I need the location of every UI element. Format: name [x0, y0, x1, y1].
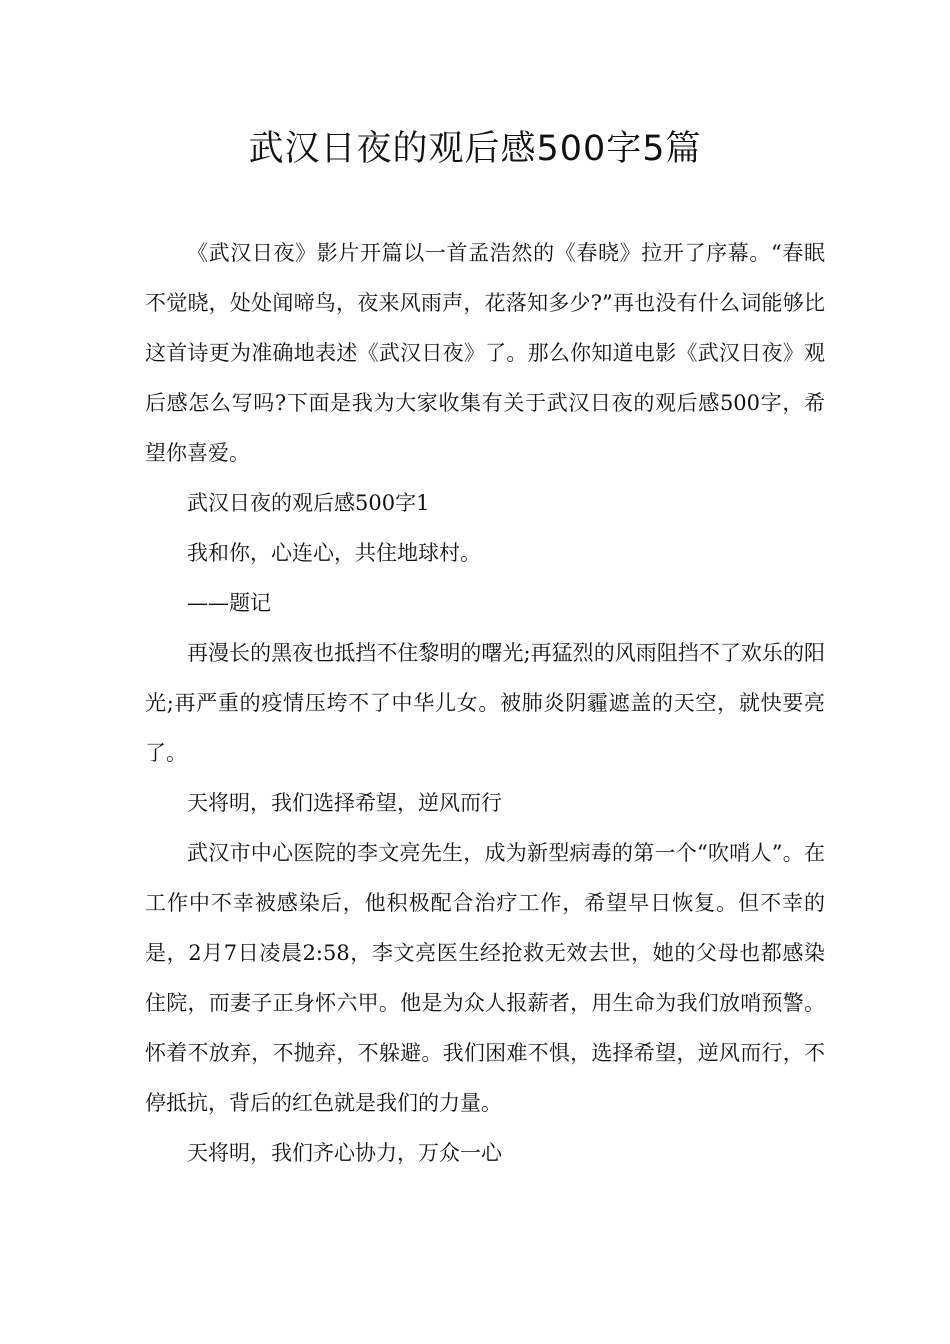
subheading: 天将明，我们选择希望，逆风而行	[187, 791, 502, 815]
paragraph: 再漫长的黑夜也抵挡不住黎明的曙光;再猛烈的风雨阻挡不了欢乐的阳光;再严重的疫情压垮不了中华儿女。被肺炎阴霾遮盖的天空，就快要亮了。	[145, 641, 825, 765]
paragraph: 我和你，心连心，共住地球村。	[187, 541, 481, 565]
document-body	[145, 228, 825, 1178]
subheading: 天将明，我们齐心协力，万众一心	[187, 1141, 502, 1165]
section-heading: 武汉日夜的观后感500字1	[187, 491, 430, 515]
paragraph: 武汉市中心医院的李文亮先生，成为新型病毒的第一个“吹哨人”。在工作中不幸被感染后，他积极配合治疗工作，希望早日恢复。但不幸的是，2月7日凌晨2:58，李文亮医生经抢救无效去世，她的父母也都感染住院，而妻子正身怀六甲。他是为众人报薪者，用生命为我们放哨预警。怀着不放弃，不抛弃，不躲避。我们困难不惧，选择希望，逆风而行，不停抵抗，背后的红色就是我们的力量。	[145, 841, 825, 1115]
document-title: 武汉日夜的观后感500字5篇	[248, 129, 702, 169]
epigraph-attribution: ——题记	[187, 591, 271, 615]
intro-paragraph: 《武汉日夜》影片开篇以一首孟浩然的《春晓》拉开了序幕。“春眠不觉晓，处处闻啼鸟，夜来风雨声，花落知多少?”再也没有什么词能够比这首诗更为准确地表述《武汉日夜》了。那么你知道电影《武汉日夜》观后感怎么写吗?下面是我为大家收集有关于武汉日夜的观后感500字，希望你喜爱。	[145, 241, 825, 465]
